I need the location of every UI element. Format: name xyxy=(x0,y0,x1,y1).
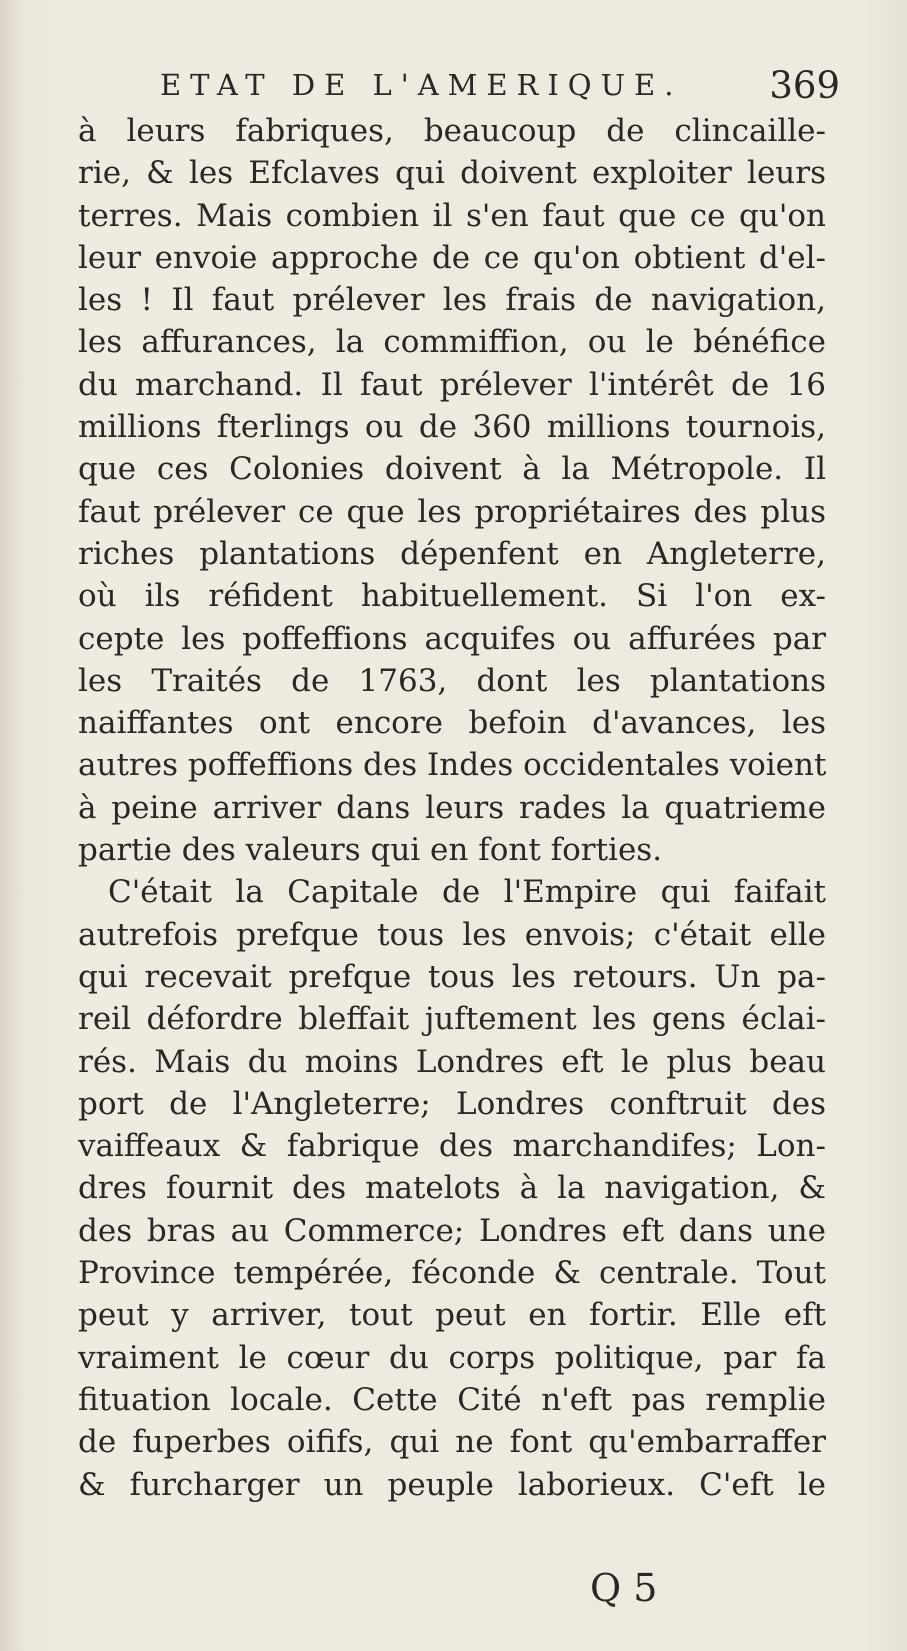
text-line: C'était la Capitale de l'Empire qui faifait xyxy=(108,874,826,911)
text-line: les Traités de 1763, dont les plantations xyxy=(78,662,826,699)
text-line: qui recevait prefque tous les retours. Un pa- xyxy=(78,958,826,995)
running-title: ETAT DE L'AMERIQUE. xyxy=(160,68,683,102)
text-line: terres. Mais combien il s'en faut que ce qu'on xyxy=(78,197,826,234)
text-line: où ils réfident habituellement. Si l'on ex- xyxy=(78,578,826,615)
text-line: millions fterlings ou de 360 millions tournois, xyxy=(78,409,826,446)
text-line: peut y arriver, tout peut en fortir. Elle eft xyxy=(78,1297,826,1334)
text-line: vraiment le cœur du corps politique, par fa xyxy=(78,1339,826,1376)
text-line: de fuperbes oififs, qui ne font qu'embarraffer xyxy=(78,1424,826,1461)
text-line: les affurances, la commiffion, ou le bénéfice xyxy=(78,324,826,361)
text-line: autrefois prefque tous les envois; c'était elle xyxy=(78,916,826,953)
text-line: dres fournit des matelots à la navigation, & xyxy=(78,1170,826,1207)
text-line: les ! Il faut prélever les frais de navigation, xyxy=(78,282,826,319)
running-head xyxy=(160,62,840,112)
text-line: autres poffeffions des Indes occidentales voient xyxy=(78,747,826,784)
text-line: reil défordre bleffait juftement les gens éclai- xyxy=(78,1001,826,1038)
paragraph-1 xyxy=(78,110,826,871)
text-line: à leurs fabriques, beaucoup de clincaille- xyxy=(78,113,826,149)
signature-mark: Q 5 xyxy=(590,1566,658,1610)
paragraph-2 xyxy=(78,871,826,1505)
page-number: 369 xyxy=(769,64,840,107)
text-line: naiffantes ont encore befoin d'avances, les xyxy=(78,705,826,742)
text-line: & furcharger un peuple laborieux. C'eft le xyxy=(78,1466,826,1503)
text-line: vaiffeaux & fabrique des marchandifes; Lon- xyxy=(78,1128,826,1165)
text-line: faut prélever ce que les propriétaires des plus xyxy=(78,493,826,530)
text-line: du marchand. Il faut prélever l'intérêt de 16 xyxy=(78,366,826,403)
text-line: port de l'Angleterre; Londres conftruit des xyxy=(78,1085,826,1122)
text-line: partie des valeurs qui en font forties. xyxy=(78,832,663,869)
text-line: leur envoie approche de ce qu'on obtient d'el- xyxy=(78,239,826,276)
text-line: rés. Mais du moins Londres eft le plus beau xyxy=(78,1043,826,1080)
text-line: cepte les poffeffions acquifes ou affurées par xyxy=(78,620,826,657)
text-line: fituation locale. Cette Cité n'eft pas remplie xyxy=(78,1381,826,1418)
text-line: que ces Colonies doivent à la Métropole. Il xyxy=(78,451,826,488)
text-line: à peine arriver dans leurs rades la quatrieme xyxy=(78,789,826,826)
text-line: des bras au Commerce; Londres eft dans une xyxy=(78,1212,826,1249)
text-line: Province tempérée, féconde & centrale. Tout xyxy=(78,1255,826,1292)
text-line: rie, & les Efclaves qui doivent exploiter leurs xyxy=(78,155,826,192)
body-text xyxy=(78,110,826,1506)
text-line: riches plantations dépenfent en Angleterre, xyxy=(78,535,826,572)
